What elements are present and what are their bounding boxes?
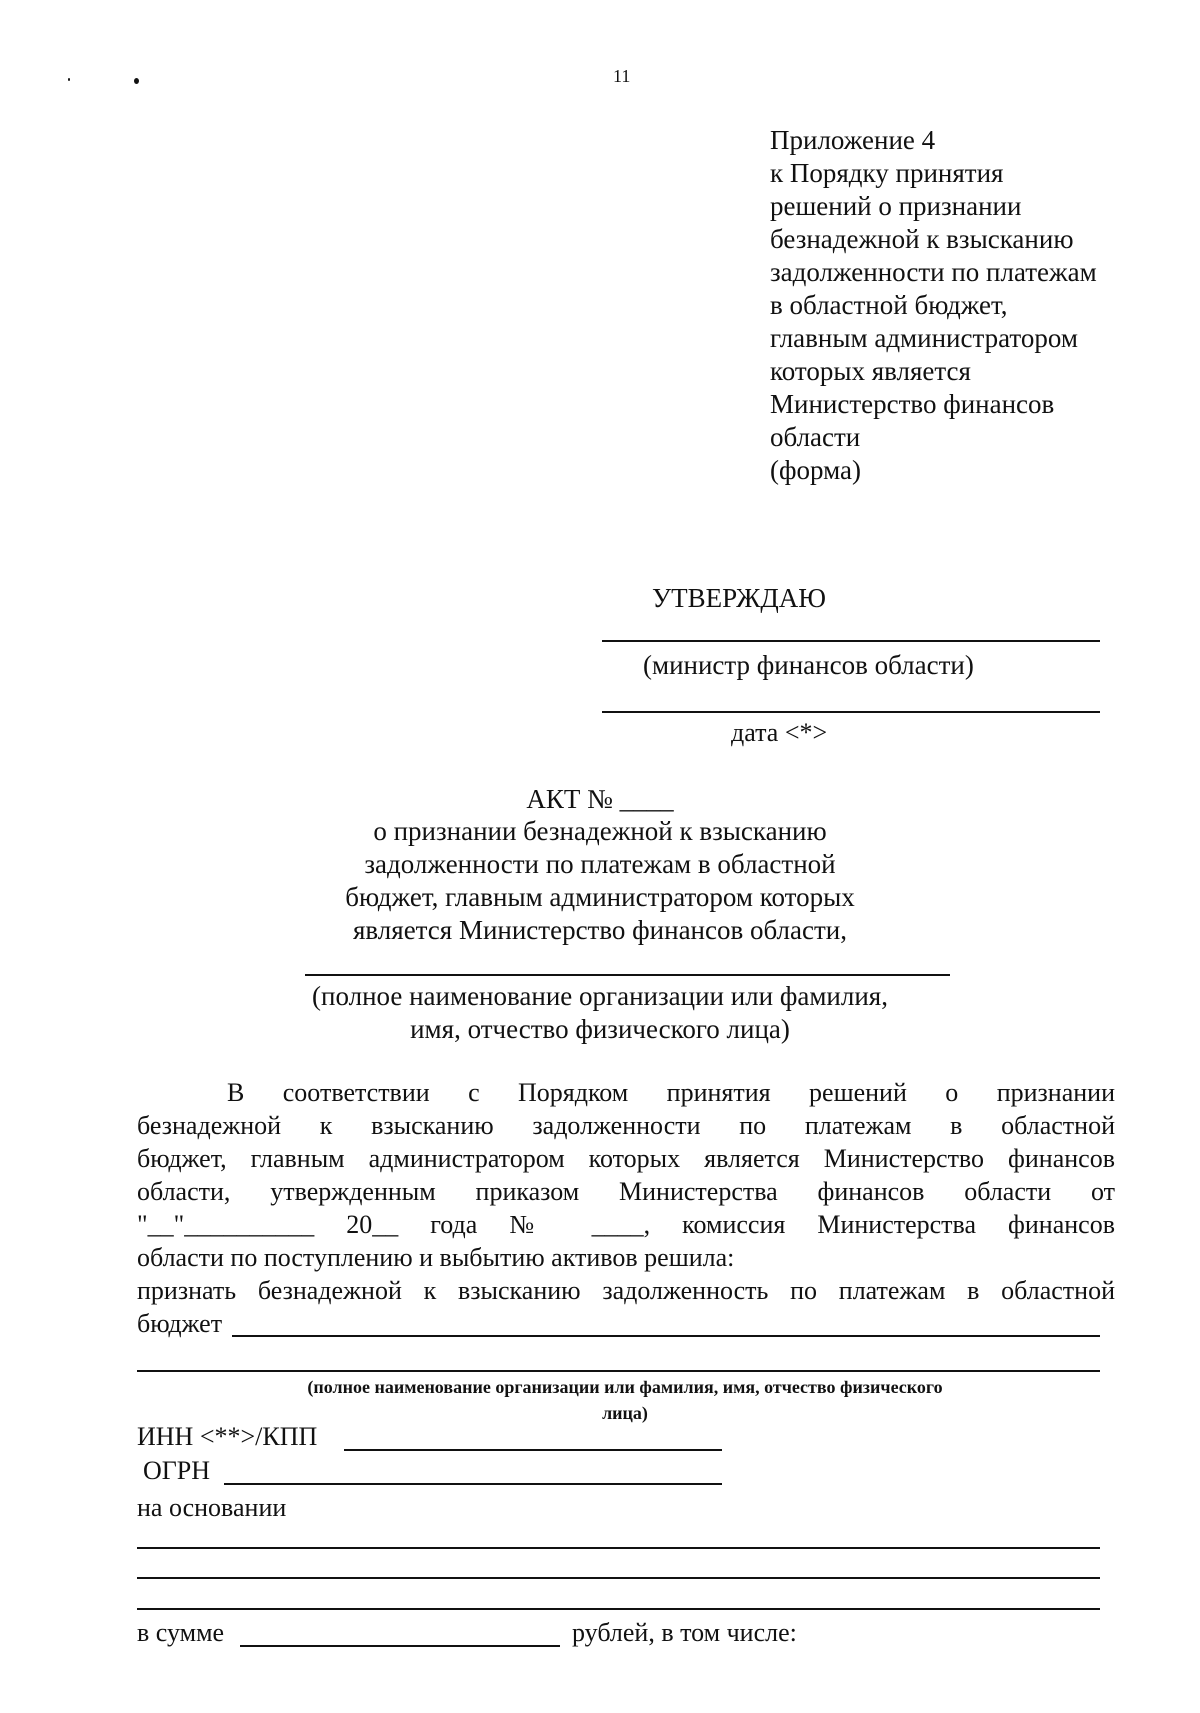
sum-label: в сумме	[137, 1618, 225, 1647]
act-subtitle-line: о признании безнадежной к взысканию	[373, 816, 827, 846]
paragraph-line: бюджет, главным администратором которых является Министерство финансов	[137, 1144, 1115, 1173]
ogrn-line[interactable]	[224, 1483, 722, 1485]
act-subtitle-line: бюджет, главным администратором которых	[345, 882, 855, 912]
appendix-line: области	[770, 422, 861, 452]
org-caption-line: (полное наименование организации или фамилия,	[312, 981, 888, 1011]
budget-label: бюджет	[137, 1309, 223, 1338]
scan-speck	[134, 78, 139, 84]
date-line[interactable]	[602, 711, 1100, 713]
basis-label: на основании	[137, 1493, 287, 1522]
page-number: 11	[613, 66, 631, 86]
small-caption-line: (полное наименование организации или фамилия, имя, отчество физического	[307, 1377, 943, 1397]
act-subtitle	[300, 815, 900, 947]
scan-speck	[68, 78, 70, 81]
appendix-line: безнадежной к взысканию	[770, 224, 1074, 254]
paragraph-line: безнадежной к взысканию задолженности по платежам в областной	[137, 1111, 1115, 1140]
date-caption: дата <*>	[731, 718, 828, 747]
signatory-line[interactable]	[602, 640, 1100, 642]
body-paragraph	[137, 1077, 1115, 1308]
org-caption-line: имя, отчество физического лица)	[410, 1014, 790, 1044]
paragraph-line: "__"__________ 20__ года № ____, комиссия Министерства финансов	[137, 1210, 1115, 1239]
appendix-block	[770, 124, 1097, 487]
sum-suffix: рублей, в том числе:	[572, 1618, 797, 1647]
approval-heading: УТВЕРЖДАЮ	[652, 583, 827, 613]
decision-line: признать безнадежной к взысканию задолженность по платежам в областной	[137, 1276, 1115, 1305]
appendix-line: в областной бюджет,	[770, 290, 1008, 320]
act-subtitle-line: является Министерство финансов области,	[352, 915, 847, 945]
organization-name-line[interactable]	[305, 974, 950, 976]
appendix-line: (форма)	[770, 455, 861, 485]
basis-line[interactable]	[137, 1577, 1100, 1579]
budget-debtor-line[interactable]	[232, 1335, 1100, 1337]
ogrn-label: ОГРН	[143, 1456, 211, 1485]
paragraph-line: области, утвержденным приказом Министерства финансов области от	[137, 1177, 1115, 1206]
appendix-line: Приложение 4	[770, 125, 936, 155]
basis-line[interactable]	[137, 1547, 1100, 1549]
appendix-line: которых является	[770, 356, 971, 386]
signatory-caption: (министр финансов области)	[643, 650, 974, 680]
appendix-line: задолженности по платежам	[770, 257, 1097, 287]
appendix-line: Министерство финансов	[770, 389, 1055, 419]
small-caption-line: лица)	[602, 1403, 648, 1423]
appendix-line: главным администратором	[770, 323, 1078, 353]
small-caption	[200, 1375, 1050, 1427]
basis-line[interactable]	[137, 1608, 1100, 1610]
act-subtitle-line: задолженности по платежам в областной	[364, 849, 836, 879]
paragraph-line: области по поступлению и выбытию активов решила:	[137, 1243, 735, 1272]
org-caption	[250, 980, 950, 1046]
inn-kpp-label: ИНН <**>/КПП	[137, 1422, 318, 1451]
paragraph-line: В соответствии с Порядком принятия решений о признании	[227, 1078, 1115, 1107]
debtor-continuation-line[interactable]	[137, 1370, 1100, 1372]
inn-kpp-line[interactable]	[344, 1449, 722, 1451]
sum-line[interactable]	[240, 1645, 560, 1647]
appendix-line: к Порядку принятия	[770, 158, 1004, 188]
appendix-line: решений о признании	[770, 191, 1022, 221]
act-title: АКТ № ____	[526, 784, 674, 814]
